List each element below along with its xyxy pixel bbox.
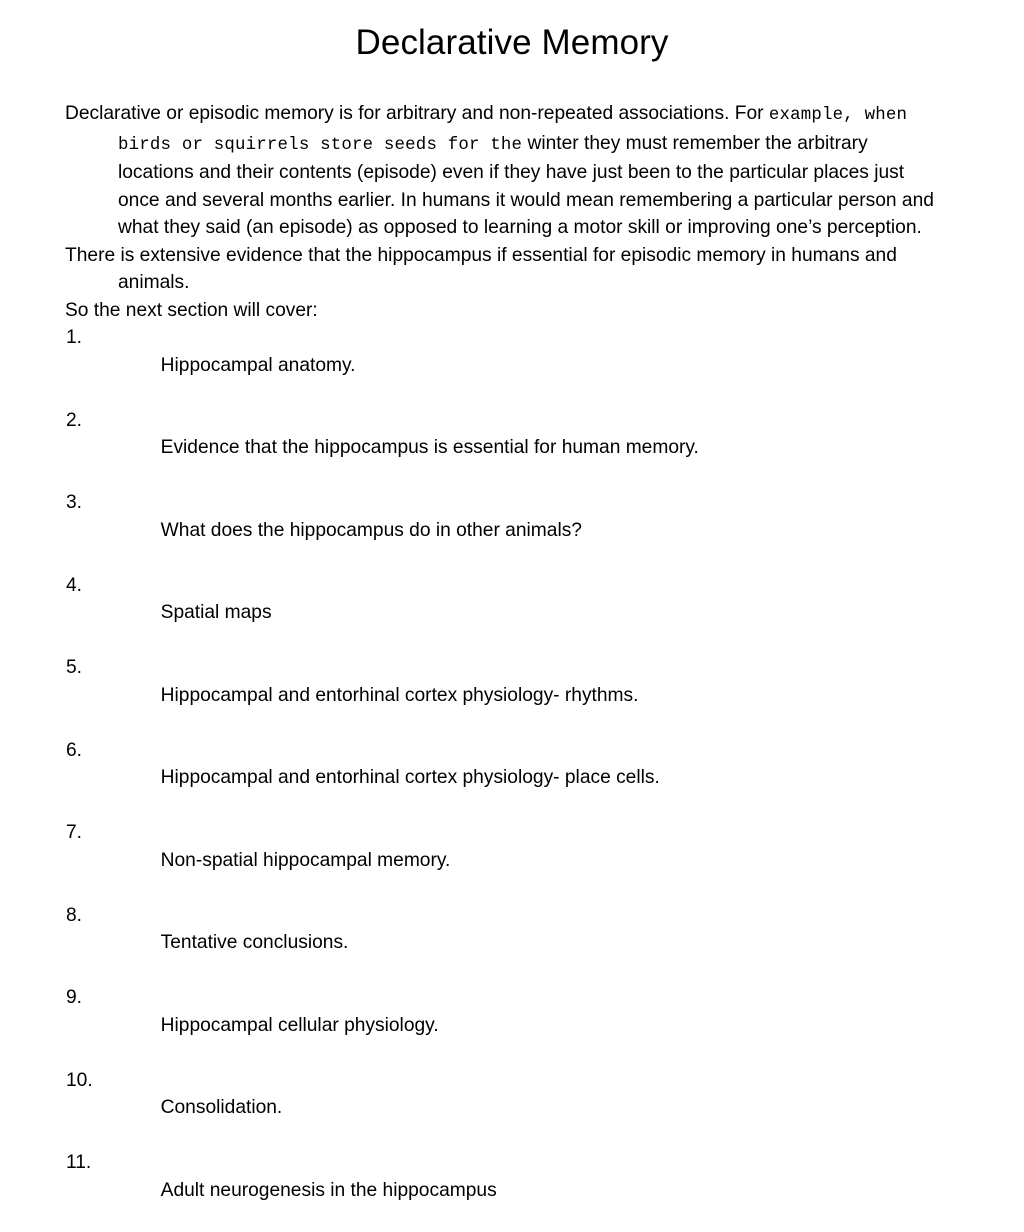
- paragraph-evidence-text: There is extensive evidence that the hippocampus if essential for episodic memory in humans and animals.: [65, 244, 897, 293]
- list-item-label: Hippocampal cellular physiology.: [160, 1014, 439, 1036]
- list-item-label: Evidence that the hippocampus is essential for human memory.: [160, 437, 699, 458]
- paragraph-evidence: [65, 242, 945, 297]
- list-item-marker: 9.: [66, 987, 83, 1008]
- paragraph-run-sans-1: Declarative or episodic memory is for arbitrary and non-repeated associations. For: [65, 103, 769, 124]
- list-item-label: Tentative conclusions.: [160, 932, 349, 953]
- list-item: [65, 1067, 945, 1150]
- list-item-label: Spatial maps: [160, 602, 272, 623]
- list-item: [65, 572, 945, 655]
- paragraph-lead-in-text: So the next section will cover:: [65, 299, 318, 321]
- list-item-label: Hippocampal anatomy.: [160, 354, 356, 376]
- list-item-marker: 10.: [66, 1069, 93, 1091]
- slide-body: [65, 100, 945, 1232]
- paragraph-run-mono: example, when birds or squirrels store seeds for the: [118, 106, 908, 155]
- paragraph-intro: [65, 100, 945, 242]
- list-item-marker: 11.: [66, 1152, 92, 1173]
- list-item: [65, 902, 945, 985]
- list-item-marker: 8.: [66, 904, 83, 926]
- list-item-label: Adult neurogenesis in the hippocampus: [160, 1179, 497, 1201]
- list-item: [65, 324, 945, 407]
- list-item: [65, 819, 945, 902]
- list-item: [65, 1149, 945, 1232]
- list-item: [65, 984, 945, 1067]
- list-item-label: Consolidation.: [160, 1097, 283, 1118]
- paragraph-lead-in: [65, 297, 945, 325]
- list-item: [65, 407, 945, 490]
- paragraph-run-sans-2: winter they must remember the arbitrary locations and their contents (episode) even if they have just been to the particular places just once and several months earlier. In humans it would mean remembering a particular person and what they said (an episode) as opposed to learning a motor skill or improving one’s perception.: [118, 132, 934, 238]
- list-item: [65, 654, 945, 737]
- list-item-marker: 2.: [66, 409, 83, 431]
- list-item: [65, 489, 945, 572]
- page-title: Declarative Memory: [355, 23, 669, 62]
- list-item-marker: 4.: [66, 574, 83, 596]
- list-item-label: Hippocampal and entorhinal cortex physiology- rhythms.: [160, 684, 639, 706]
- list-item-label: What does the hippocampus do in other animals?: [160, 519, 582, 541]
- list-item-marker: 5.: [66, 657, 83, 678]
- list-item-marker: 3.: [66, 492, 83, 513]
- list-item-label: Hippocampal and entorhinal cortex physiology- place cells.: [160, 767, 660, 788]
- list-item: [65, 737, 945, 820]
- list-item-marker: 1.: [66, 327, 83, 348]
- list-item-marker: 7.: [66, 822, 83, 843]
- list-item-label: Non-spatial hippocampal memory.: [160, 849, 451, 871]
- section-outline-list: [65, 324, 945, 1232]
- list-item-marker: 6.: [66, 739, 83, 761]
